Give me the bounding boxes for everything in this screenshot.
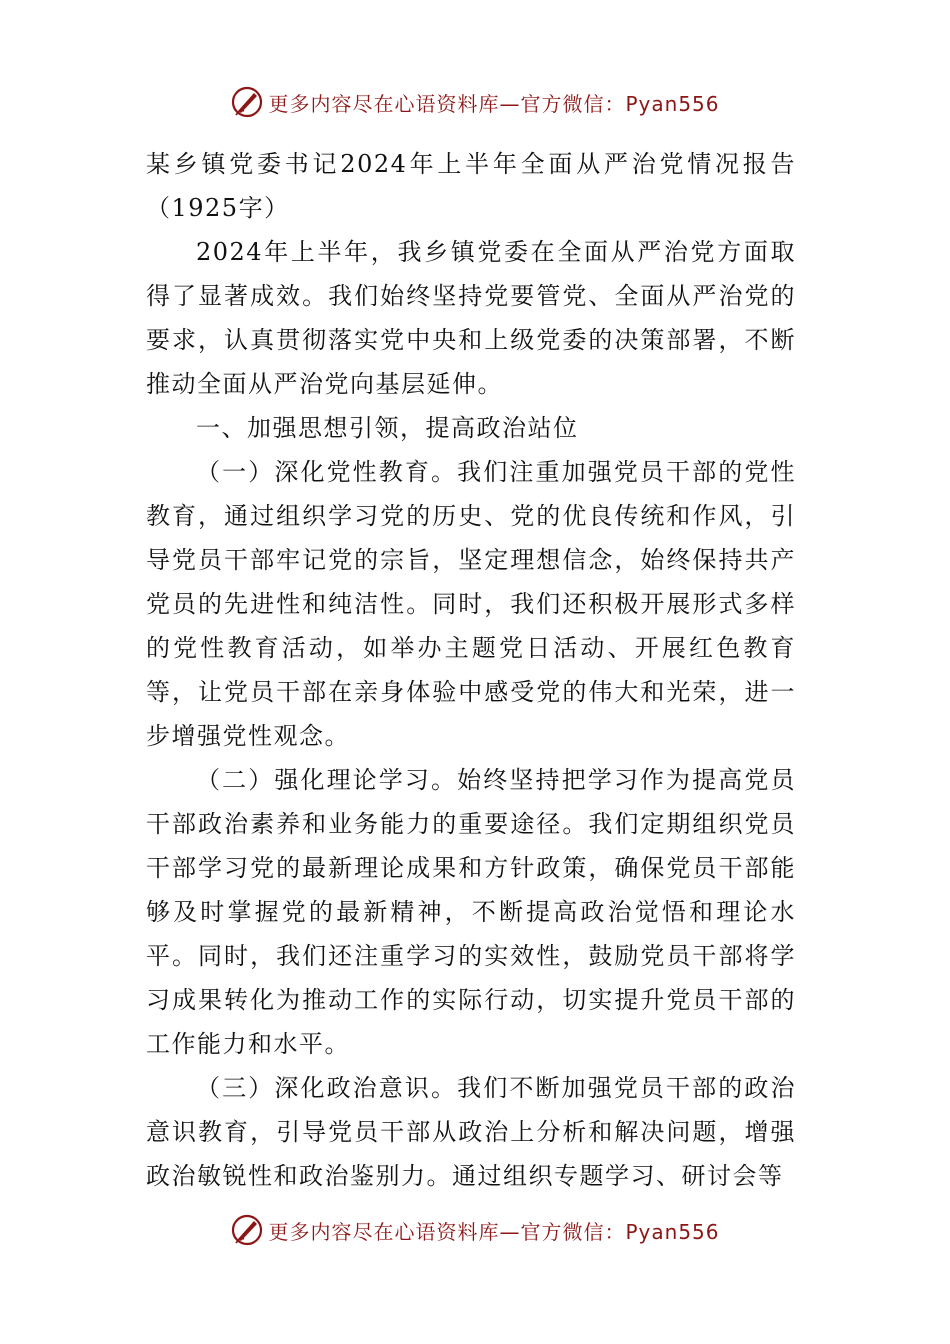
document-body <box>146 142 796 1198</box>
footer-banner <box>0 1210 950 1250</box>
banner-text: 更多内容尽在心语资料库—官方微信：Pyan556 <box>268 1219 720 1244</box>
pen-circle-logo-icon <box>230 1213 264 1247</box>
document-title: 某乡镇党委书记2024年上半年全面从严治党情况报告（1925字） <box>146 150 796 222</box>
paragraph: （二）强化理论学习。始终坚持把学习作为提高党员干部政治素养和业务能力的重要途径。我们定期组织党员干部学习党的最新理论成果和方针政策，确保党员干部能够及时掌握党的最新精神，不断提高政治觉悟和理论水平。同时，我们还注重学习的实效性，鼓励党员干部将学习成果转化为推动工作的实际行动，切实提升党员干部的工作能力和水平。 <box>146 766 796 1058</box>
paragraph: （三）深化政治意识。我们不断加强党员干部的政治意识教育，引导党员干部从政治上分析和解决问题，增强政治敏锐性和政治鉴别力。通过组织专题学习、研讨会等 <box>146 1074 796 1190</box>
banner-text: 更多内容尽在心语资料库—官方微信：Pyan556 <box>268 91 720 116</box>
paragraph: 2024年上半年，我乡镇党委在全面从严治党方面取得了显著成效。我们始终坚持党要管党、全面从严治党的要求，认真贯彻落实党中央和上级党委的决策部署，不断推动全面从严治党向基层延伸。 <box>146 238 796 398</box>
header-banner <box>0 82 950 122</box>
paragraph: （一）深化党性教育。我们注重加强党员干部的党性教育，通过组织学习党的历史、党的优良传统和作风，引导党员干部牢记党的宗旨，坚定理想信念，始终保持共产党员的先进性和纯洁性。同时，我们还积极开展形式多样的党性教育活动，如举办主题党日活动、开展红色教育等，让党员干部在亲身体验中感受党的伟大和光荣，进一步增强党性观念。 <box>146 458 796 750</box>
section-heading: 一、加强思想引领，提高政治站位 <box>196 414 579 442</box>
pen-circle-logo-icon <box>230 85 264 119</box>
